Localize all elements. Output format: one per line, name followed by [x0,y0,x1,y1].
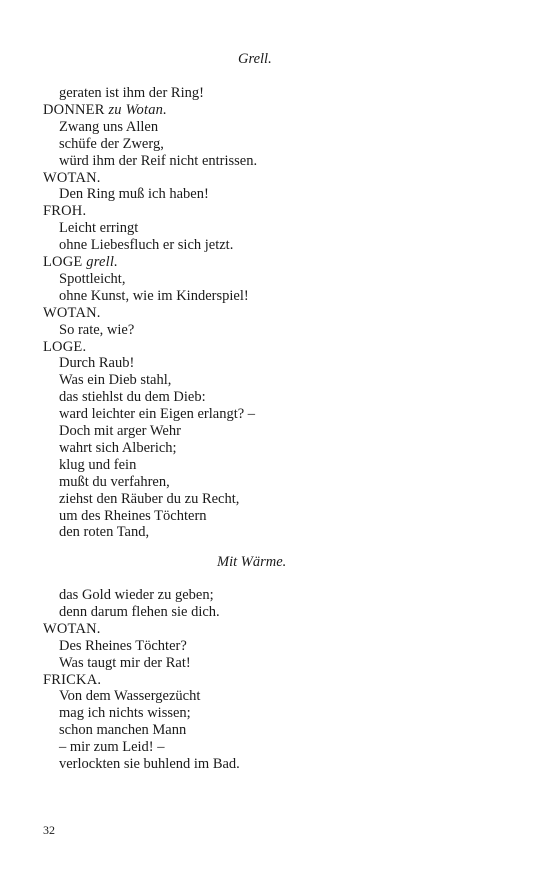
verse-text: So rate, wie? [59,321,135,338]
verse-text: Spottleicht, [59,270,126,287]
speaker-label: DONNER [43,101,105,118]
verse-text: klug und fein [59,456,137,473]
verse-line [59,655,191,672]
verse-text: ward leichter ein Eigen erlangt? – [59,406,256,423]
verse-line [59,638,187,655]
speaker-label: LOGE [43,254,83,270]
verse-text: ohne Liebesfluch er sich jetzt. [59,237,234,254]
speaker-label: FRICKA. [43,671,102,688]
verse-text: mag ich nichts wissen; [59,705,191,722]
verse-text: das stiehlst du dem Dieb: [59,389,206,406]
verse-text: Leicht erringt [59,220,139,237]
speaker-label: WOTAN. [43,620,101,637]
verse-line [59,288,249,305]
verse-line [59,153,257,170]
verse-text: denn darum flehen sie dich. [59,603,220,620]
verse-line [59,440,177,457]
speaker-name [43,621,101,638]
stage-note: grell. [86,254,118,270]
speaker-name [43,254,118,271]
speaker-name [43,672,101,689]
speaker-label: WOTAN. [43,304,101,321]
verse-line [59,355,134,372]
stage-direction-mit-waerme: Mit Wärme. [217,554,287,570]
verse-line [59,271,125,288]
verse-line [59,491,239,508]
verse-text: würd ihm der Reif nicht entrissen. [59,152,258,169]
verse-text: schüfe der Zwerg, [59,135,164,152]
verse-text: das Gold wieder zu geben; [59,587,214,603]
verse-line [59,756,240,773]
speaker-name [43,203,86,220]
speaker-name [43,102,167,119]
verse-line [59,136,164,153]
verse-text: Von dem Wassergezücht [59,688,201,705]
verse-text: wahrt sich Alberich; [59,439,177,456]
verse-text: Des Rheines Töchter? [59,637,187,654]
verse-line [59,423,181,440]
verse-line [59,722,186,739]
speaker-label: FROH. [43,203,87,220]
speaker-label: WOTAN. [43,169,101,186]
verse-text: mußt du verfahren, [59,473,170,490]
verse-text: geraten ist ihm der Ring! [59,85,204,101]
verse-line [59,406,255,423]
speaker-name [43,170,101,187]
verse-line [59,85,204,102]
verse-text: Was ein Dieb stahl, [59,372,172,389]
verse-text: ohne Kunst, wie im Kinderspiel! [59,287,249,304]
verse-line [59,119,158,136]
verse-line [59,508,207,525]
speaker-label: LOGE. [43,338,87,355]
verse-text: ziehst den Räuber du zu Recht, [59,490,240,507]
verse-text: verlockten sie buhlend im Bad. [59,756,240,772]
stage-direction-grell: Grell. [238,51,272,67]
verse-line [59,474,170,491]
verse-line [59,186,209,203]
verse-line [59,389,206,406]
verse-line [59,688,200,705]
verse-line [59,220,138,237]
verse-text: Durch Raub! [59,355,135,372]
stage-note: zu Wotan. [108,101,167,118]
verse-line [59,372,171,389]
verse-text: den roten Tand, [59,524,150,541]
verse-line [59,237,233,254]
speaker-name [43,339,86,356]
verse-text: – mir zum Leid! – [59,739,165,756]
verse-text: um des Rheines Töchtern [59,507,207,524]
verse-text: schon manchen Mann [59,722,187,739]
verse-line [59,457,136,474]
verse-line [59,705,191,722]
speaker-name [43,305,101,322]
verse-line [59,524,149,541]
verse-line [59,604,220,621]
verse-text: Doch mit arger Wehr [59,423,181,439]
verse-line [59,739,165,756]
verse-text: Zwang uns Allen [59,118,159,135]
verse-line [59,322,134,339]
verse-text: Den Ring muß ich haben! [59,186,209,203]
page-number: 32 [43,823,55,837]
verse-text: Was taugt mir der Rat! [59,654,191,671]
verse-line [59,587,214,604]
